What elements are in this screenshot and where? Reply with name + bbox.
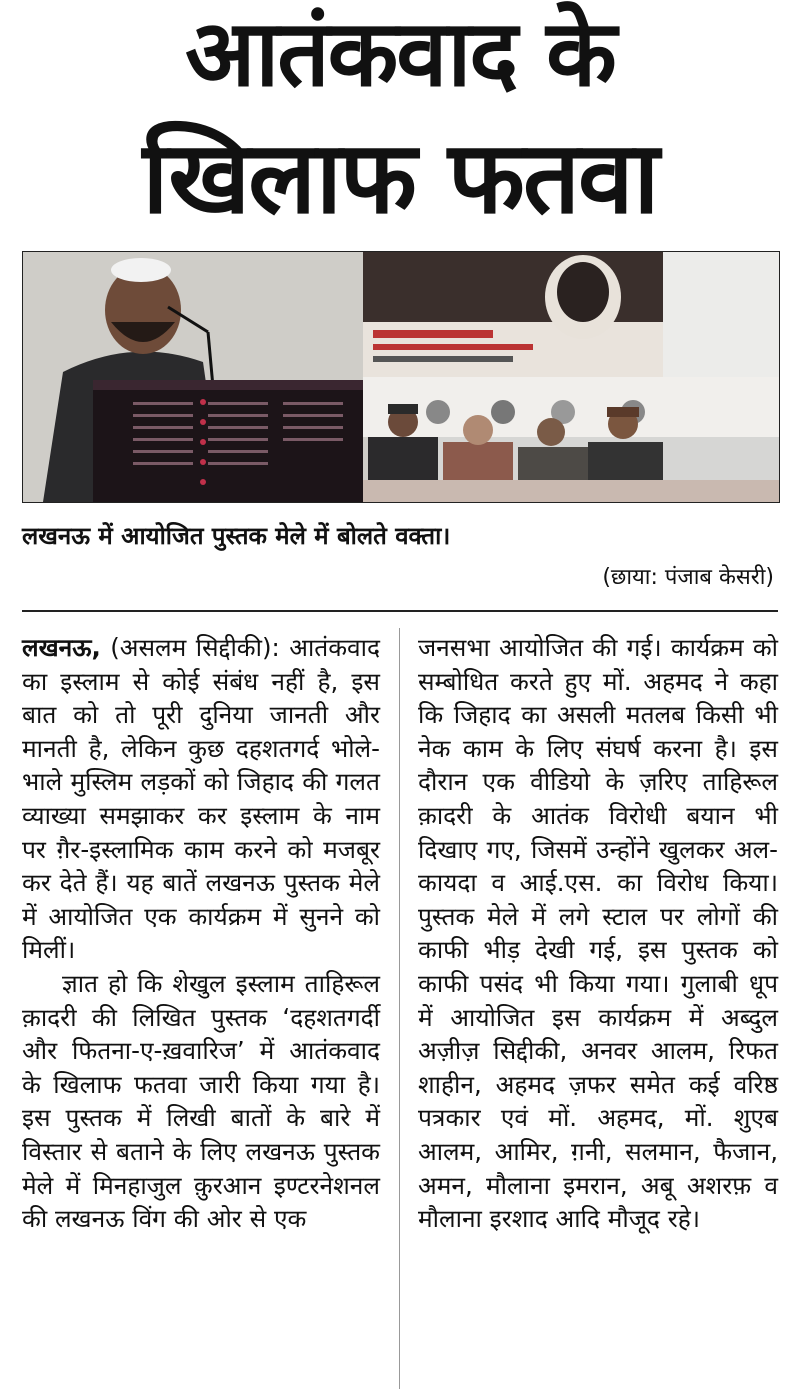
article-paragraph [418,631,778,1236]
article-column-right [418,631,778,1236]
photo-credit: (छाया: पंजाब केसरी) [602,565,774,590]
photo-caption: लखनऊ में आयोजित पुस्तक मेले में बोलते वक्ता। [22,522,451,550]
article-text: ज्ञात हो कि शेखुल इस्लाम ताहिरूल क़ादरी की लिखित पुस्तक ‘दहशतगर्दी और फितना-ए-ख़वारिज’ में आतंकवाद के खिलाफ फतवा जारी किया गया है। इस पुस्तक में लिखी बातों के बारे में विस्तार से बताने के लिए लखनऊ पुस्तक मेले में मिनहाजुल क़ुरआन इण्टरनेशनल की लखनऊ विंग की ओर से एक [22,968,380,1234]
section-divider [22,610,778,612]
event-photo-illustration [23,252,779,502]
dateline: लखनऊ, [22,633,101,662]
lectern [93,380,363,502]
article-text: आतंकवाद का इस्लाम से कोई संबंध नहीं है, इस बात को तो पूरी दुनिया जानती और मानती है, लेकिन कुछ दहशतगर्द भोले-भाले मुस्लिम लड़कों को जिहाद की गलत व्याख्या समझाकर कर इस्लाम के नाम पर ग़ैर-इस्लामिक काम करने को मजबूर कर देते हैं। यह बातें लखनऊ पुस्तक मेले में आयोजित एक कार्यक्रम में सुनने को मिलीं। [22,633,380,965]
headline-line-1: आतंकवाद के [185,0,615,107]
article-column-left [22,631,380,1236]
byline: (असलम सिद्दीकी): [110,633,280,662]
column-divider [399,628,400,1389]
stage-banner [363,252,779,377]
event-photo [22,251,780,503]
article-text: जनसभा आयोजित की गई। कार्यक्रम को सम्बोधित करते हुए मों. अहमद ने कहा कि जिहाद का असली मतलब किसी भी नेक काम के लिए संघर्ष करना है। इस दौरान एक वीडियो के ज़रिए ताहिरूल क़ादरी के आतंक विरोधी बयान भी दिखाए गए, जिसमें उन्होंने खुलकर अल-कायदा व आई.एस. का विरोध किया। पुस्तक मेले में लगे स्टाल पर लोगों की काफी भीड़ देखी गई, इस पुस्तक को काफी पसंद भी किया गया। गुलाबी धूप में आयोजित इस कार्यक्रम में अब्दुल अज़ीज़ सिद्दीकी, अनवर आलम, रिफत शाहीन, अहमद ज़फर समेत कई वरिष्ठ पत्रकार एवं मों. अहमद, मों. शुएब आलम, आमिर, ग़नी, सलमान, फैजान, अमन, मौलाना इमरान, अबू अशरफ़ व मौलाना इरशाद आदि मौजूद रहे। [418,633,778,1234]
article-paragraph [22,967,380,1236]
article-paragraph [22,631,380,967]
headline-line-2: खिलाफ फतवा [142,119,658,236]
